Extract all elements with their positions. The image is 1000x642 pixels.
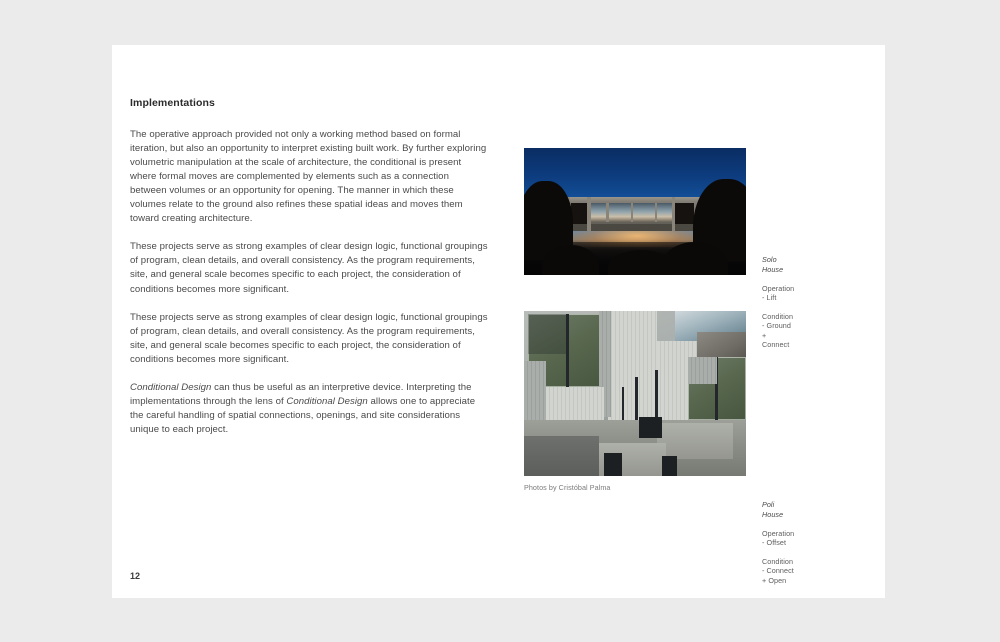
page-number: 12 [130, 571, 141, 581]
mullion-center [631, 203, 633, 223]
caption-solo-house [762, 246, 794, 359]
body-paragraph-1: The operative approach provided not only a working method based on formal iteration, but also an opportunity to interpret existing built work. By further exploring volumetric manipulation at the scale of architecture, the conditional is present where formal moves are complemented by elements such as a connection between volumes or an opportunity for opening. The manner in which these volumes relate to the ground also refines these spatial ideas and moves them toward creating architecture. [130, 128, 487, 225]
caption-condition: Condition - Connect + Open [762, 556, 794, 585]
page-title: Implementations [130, 97, 215, 109]
body-paragraph-3: These projects serve as strong examples of clear design logic, functional groupings of program, clean details, and overall consistency. As the program requirements, site, and general scale becomes specific to each project, the consideration of conditions becomes more significant. [130, 311, 488, 365]
stool-lower [604, 453, 622, 476]
mullion-left [606, 203, 608, 223]
floor-shadow-left [524, 436, 599, 476]
body-paragraph-4: Conditional Design can thus be useful as an interpretive device. Interpreting the implementations through the lens of Conditional Design allows one to appreciate the careful handling of spatial connections, openings, and site considerations unique to each project. [130, 382, 476, 436]
figure-column [524, 45, 885, 598]
void-left [571, 203, 589, 225]
wall-center [608, 311, 657, 427]
underside-slab [565, 224, 705, 231]
glass-reflection-right [688, 357, 717, 383]
floor-panel-right [657, 423, 732, 459]
caption-operation: Operation - Lift [762, 283, 795, 303]
photo-poli-house [524, 311, 746, 476]
caption-title: Solo House [762, 255, 784, 274]
caption-title: Poli House [762, 500, 784, 519]
mullion-landscape [566, 314, 569, 387]
caption-condition: Condition - Ground + Connect [762, 311, 794, 350]
mullion-right [655, 203, 657, 223]
photo-solo-house [524, 148, 746, 275]
stool-right [662, 456, 678, 476]
text-column [130, 97, 488, 437]
void-right [674, 203, 694, 225]
document-page [112, 45, 885, 598]
glass-reflection-left [528, 314, 566, 354]
body-paragraph-2: These projects serve as strong examples of clear design logic, functional groupings of program, clean details, and overall consistency. As the program requirements, site, and general scale becomes specific to each project, the consideration of conditions becomes more significant. [130, 241, 488, 295]
caption-operation: Operation - Offset [762, 528, 795, 548]
caption-poli-house [762, 491, 794, 594]
column-inner-right [672, 197, 676, 231]
stool-upper [639, 417, 661, 438]
column-inner-left [587, 197, 591, 231]
photo-credit: Photos by Cristóbal Palma [524, 483, 611, 492]
